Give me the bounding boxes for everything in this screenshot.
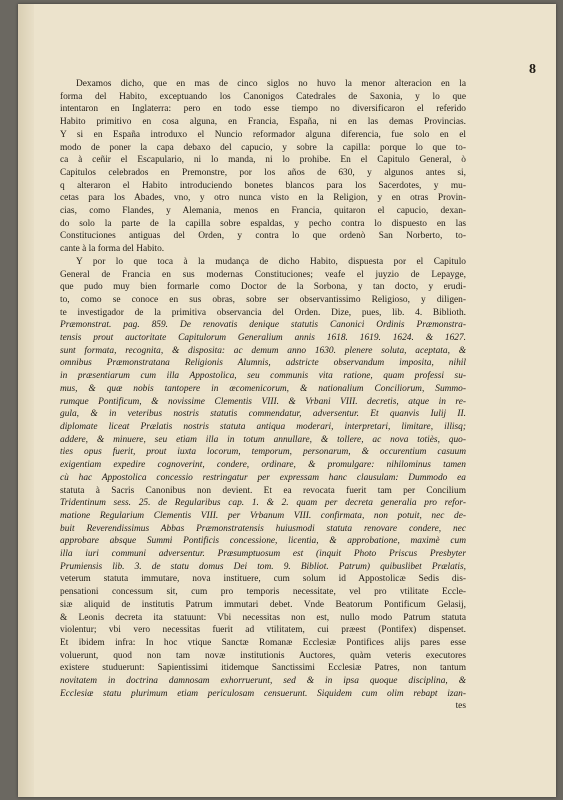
text-line: & Leonis decreta ita statuunt: Vbi necessitas non est, nullo modo Patrum statuta — [60, 612, 466, 623]
text-line: veterum statuta immutare, nova instituere, cum solum id Appostolicæ Sedis dis- — [60, 574, 466, 585]
text-line: General de Francia en sus modernas Constituciones; veafe el juyzio de Lepayge, — [60, 269, 466, 280]
text-line: gula, & in veteribus nostris statutis commendatur, adversentur. Et quanvis Iulij II. — [60, 409, 466, 420]
page-gutter — [18, 4, 34, 797]
text-line: cias, como Flandes, y Alemania, menos en Francia, quitaron el capucio, dexan- — [60, 206, 466, 217]
text-line: Ecclesiæ statu plurimum etiam periculosam censuerunt. Siquidem cum olim rebapt izan- — [60, 688, 466, 699]
document-page — [18, 4, 556, 797]
text-line: approbare absque Summi Pontificis concessione, licentia, & approbatione, maximè cum — [60, 536, 466, 547]
text-line: cù hac Appostolica concessio restringatur per expressam hanc clausulam: Dummodo ea — [60, 472, 466, 483]
text-line: violentur; vbi vero necessitas fuerit ad vtilitatem, cui præest (Pontifex) dispenset. — [60, 625, 466, 636]
text-line: do solo la parte de la capilla sobre espaldas, y pecho contra lo dispuesto en las — [60, 218, 466, 229]
text-line: tes — [455, 701, 466, 712]
text-line: ties opus fuerit, prout iuxta locorum, temporum, personarum, & occurentium casuum — [60, 447, 466, 458]
text-line: modo de poner la capa debaxo del capucio, y sobre la capilla: porque lo que to- — [60, 142, 466, 153]
text-line: in præsentiarum cum illa Appostolica, seu communis vita ratione, quam professi su- — [60, 371, 466, 382]
text-line: que pudo muy bien formarle como Doctor de la Sorbona, y tan docto, y erudi- — [60, 282, 466, 293]
text-line: tensis prout auctoritate Capitulorum Generalium annis 1618. 1619. 1624. & 1627. — [60, 333, 466, 344]
text-line: Prumiensis lib. 3. de statu domus Dei tom. 9. Bibliot. Patrum) quibuslibet Prælatis, — [60, 561, 466, 572]
body-text — [60, 78, 466, 713]
text-line: statuta à Sacris Canonibus non devient. Et ea revocata fuerit tam per Concilium — [60, 485, 466, 496]
text-line: rumque Pontificum, & novissime Clementis VIII. & Vrbani VIII. decretis, atque in re- — [60, 396, 466, 407]
text-line: matione Regularium Clementis VIII. per Vrbanum VIII. confirmata, non potuit, nec de- — [60, 510, 466, 521]
text-line: cante à la forma del Habito. — [60, 244, 165, 255]
text-line: sunt formata, recognita, & disposita: ac demum anno 1630. plenere soluta, aceptata, & — [60, 345, 466, 356]
text-line: te investigador de la primitiva observancia del Orden. Dize, pues, lib. 4. Biblioth. — [60, 307, 466, 318]
text-line: Et ibidem infra: In hoc vtique Sanctæ Romanæ Ecclesiæ Pontifices alijs pares esse — [60, 637, 466, 648]
text-line: existere studuerunt: Sapientissimi itidemque Sanctissimi Ecclesiæ Patres, non tantum — [60, 663, 466, 674]
text-line: novitatem in doctrina damnosam exhorruerunt, sed & in ipsa quoque disciplina, & — [60, 676, 466, 687]
text-line: cetas para los Abades, vno, y otro nunca visto en la Religion, y en otras Provin- — [60, 193, 466, 204]
text-line: Capitulos celebrados en Premonstre, por los años de 630, y algunos antes si, — [60, 167, 466, 178]
text-line: buit Reverendissimus Abbas Præmonstratensis huiusmodi statuta renovare condere, nec — [60, 523, 466, 534]
text-line: ca à ceñir el Escapulario, ni lo manda, ni lo prohibe. En el Capitulo General, ò — [60, 155, 466, 166]
text-line: siæ aliquid de institutis Patrum immutari debet. Vnde Beatorum Pontificum Gelasij, — [60, 599, 466, 610]
text-line: Habito primitivo en cosa alguna, en Francia, España, ni en las demas Provincias. — [60, 117, 466, 128]
text-line: Præmonstrat. pag. 859. De renovatis denique statutis Canonici Ordinis Præmonstra- — [60, 320, 466, 331]
text-line: q alteraron el Habito introduciendo bonetes blancos para los Sacerdotes, y mu- — [60, 180, 466, 191]
text-line: pensationi concessum sit, cum pro temporis necessitate, vel pro vtilitate Eccle- — [60, 587, 466, 598]
text-line: Tridentinum sess. 25. de Regularibus cap. 1. & 2. quam per decreta generalia pro refor- — [60, 498, 466, 509]
text-line: addere, & minuere, seu etiam illa in totum annullare, & tollere, ac nova totiès, quo- — [60, 434, 466, 445]
text-line: exigentiam expedire cognoverint, condere, ordinare, & promulgare: nihilominus tamen — [60, 460, 466, 471]
text-line: illa iuri communi adversentur. Præsumptuosum est (inquit Photo Priscus Presbyter — [60, 549, 466, 560]
page-number: 8 — [529, 62, 536, 77]
text-line: Y si en España introduxo el Nuncio reformador alguna diferencia, fue solo en el — [60, 129, 466, 140]
text-line: diplomate liceat Prælatis nostris statuta antiqua moderari, interpretari, limitare, illisq; — [60, 421, 466, 432]
text-line: to, como se conoce en sus obras, sobre ser observantissimo Religioso, y diligen- — [60, 294, 466, 305]
text-line: Y por lo que toca à la mudança de dicho Habito, dispuesta por el Capitulo — [76, 256, 466, 267]
text-line: Dexamos dicho, que en mas de cinco siglos no huvo la menor alteracion en la — [76, 79, 466, 89]
text-line: voluerunt, quod non tam novæ institutionis Auctores, quàm veteris executores — [60, 650, 466, 661]
text-line: omnibus Præmonstratana Religionis Alumnis, adstricte observandum imposita, nihil — [60, 358, 466, 369]
text-line: forma del Habito, exceptuando los Canonigos Catedrales de Saxonia, y lo que — [60, 91, 466, 102]
text-line: Constituciones antiguas del Orden, y contra lo que ordenò San Norberto, to- — [60, 231, 466, 242]
text-line: intentaron en Inglaterra: pero en todo esse tiempo no diversificaron el referido — [60, 104, 466, 115]
text-line: mus, & quæ nobis tantopere in œcomenicorum, & nationalium Conciliorum, Summo- — [60, 383, 466, 394]
